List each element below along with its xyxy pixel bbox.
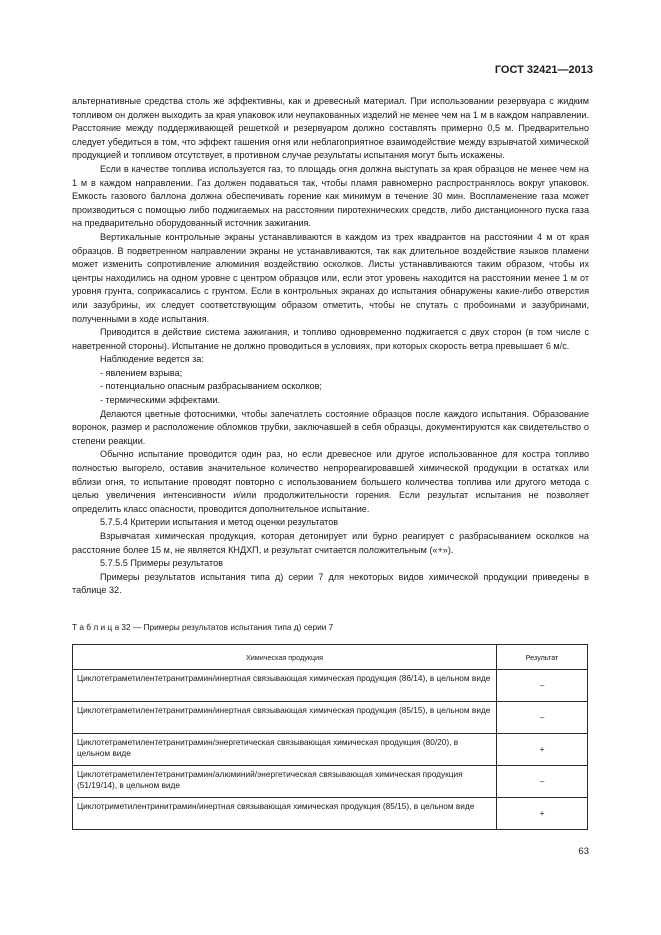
body-text: [72, 95, 589, 598]
paragraph: Если в качестве топлива используется газ, то площадь огня должна выступать за края образцов не менее чем на 1 м в каждом направлении. Газ должен подаваться так, чтобы пламя равномерно распространялось вокруг упаковок. Емкость газового баллона должна обеспечивать горение как минимум в течение 30 мин. Воспламенение газа может производиться с помощью либо поджигаемых на расстоянии пиротехнических средств, либо дистанционного пуска газа на предварительно оборудованный источник зажигания.: [72, 163, 589, 229]
section-heading: 5.7.5.5 Примеры результатов: [100, 558, 223, 569]
list-item: - явлением взрыва;: [100, 367, 183, 378]
table-row: [73, 798, 588, 830]
list-item: - термическими эффектами.: [100, 395, 221, 406]
result-cell: –: [497, 670, 588, 702]
product-cell: Циклотетраметилентетранитрамин/энергетическая связывающая химическая продукция (80/20), в цельном виде: [73, 734, 497, 766]
observation-list: [72, 367, 589, 408]
table-row: [73, 734, 588, 766]
product-cell: Циклотриметилентринитрамин/инертная связывающая химическая продукция (85/15), в цельном виде: [73, 798, 497, 830]
page-number: 63: [578, 846, 589, 857]
paragraph: Делаются цветные фотоснимки, чтобы запечатлеть состояние образцов после каждого испытания. Образование воронок, размер и расположение обломков трубки, заключавшей в себя образцы, документируются как свидетельство о степени реакции.: [72, 408, 589, 446]
paragraph: Примеры результатов испытания типа д) серии 7 для некоторых видов химической продукции приведены в таблице 32.: [72, 571, 589, 596]
product-cell: Циклотетраметилентетранитрамин/инертная связывающая химическая продукция (85/15), в цельном виде: [73, 702, 497, 734]
result-cell: –: [497, 766, 588, 798]
table-row: [73, 766, 588, 798]
table-caption: Т а б л и ц а 32 — Примеры результатов испытания типа д) серии 7: [72, 622, 334, 632]
result-cell: –: [497, 702, 588, 734]
product-cell: Циклотетраметилентетранитрамин/алюминий/энергетическая связывающая химическая продукция (51/19/14), в цельном виде: [73, 766, 497, 798]
product-cell: Циклотетраметилентетранитрамин/инертная связывающая химическая продукция (86/14), в цельном виде: [73, 670, 497, 702]
paragraph: Приводится в действие система зажигания, и топливо одновременно поджигается с двух сторон (в том числе с наветренной стороны). Испытание не должно проводиться в условиях, при которых скорость ветра превышает 6 м/с.: [72, 327, 589, 351]
results-table: [72, 644, 588, 830]
column-header-product: Химическая продукция: [73, 645, 497, 670]
paragraph: Обычно испытание проводится один раз, но если древесное или другое использованное для костра топливо полностью выгорело, оставив значительное количество непрореагировавшей химической продукции в остатках или вблизи огня, то испытание проводят повторно с использованием большего количества топлива или другого метода с целью увеличения интенсивности и/или продолжительности горения. Если результат испытания не позволяет определить класс опасности, проводится дополнительное испытание.: [72, 449, 589, 514]
table-header-row: [73, 645, 588, 670]
standard-code-header: ГОСТ 32421—2013: [494, 64, 593, 76]
paragraph: альтернативные средства столь же эффективны, как и древесный материал. При использовании резервуара с жидким топливом он должен выходить за края упаковок или неупакованных изделий не менее чем на 1 м в каждом направлении. Расстояние между поддерживающей решеткой и резервуаром должно составлять примерно 0,5 м. Предварительно следует убедиться в том, что эффект гашения огня или неблагоприятное взаимодействие между взрывчатой химической продукцией и топливом отсутствует, в противном случае результаты испытания могут быть искажены.: [72, 96, 589, 161]
paragraph: Наблюдение ведется за:: [100, 354, 204, 365]
table-row: [73, 702, 588, 734]
column-header-result: Результат: [497, 645, 588, 670]
result-cell: +: [497, 798, 588, 830]
result-cell: +: [497, 734, 588, 766]
table-row: [73, 670, 588, 702]
list-item: - потенциально опасным разбрасыванием осколков;: [100, 381, 322, 392]
paragraph: Вертикальные контрольные экраны устанавливаются в каждом из трех квадрантов на расстоянии 4 м от края образцов. В подветренном направлении экраны не устанавливаются, так как длительное воздействие языков пламени может изменить сопротивление алюминия воздействию осколков. Листы устанавливаются таким образом, чтобы их центры находились на одном уровне с центром образцов или, если этот уровень находится на расстоянии менее 1 м от уровня грунта, соприкасались с грунтом. Если в контрольных экранах до испытания обнаружены какие-либо отверстия или зазубрины, их следует соответствующим образом отметить, чтобы не спутать с пробоинами и зазубринами, полученными в ходе испытания.: [72, 231, 589, 324]
section-heading: 5.7.5.4 Критерии испытания и метод оценки результатов: [100, 517, 339, 528]
paragraph: Взрывчатая химическая продукция, которая детонирует или бурно реагирует с разбрасыванием осколков на расстояние более 15 м, не является КНДХП, и результат считается положительным («+»).: [72, 531, 589, 555]
